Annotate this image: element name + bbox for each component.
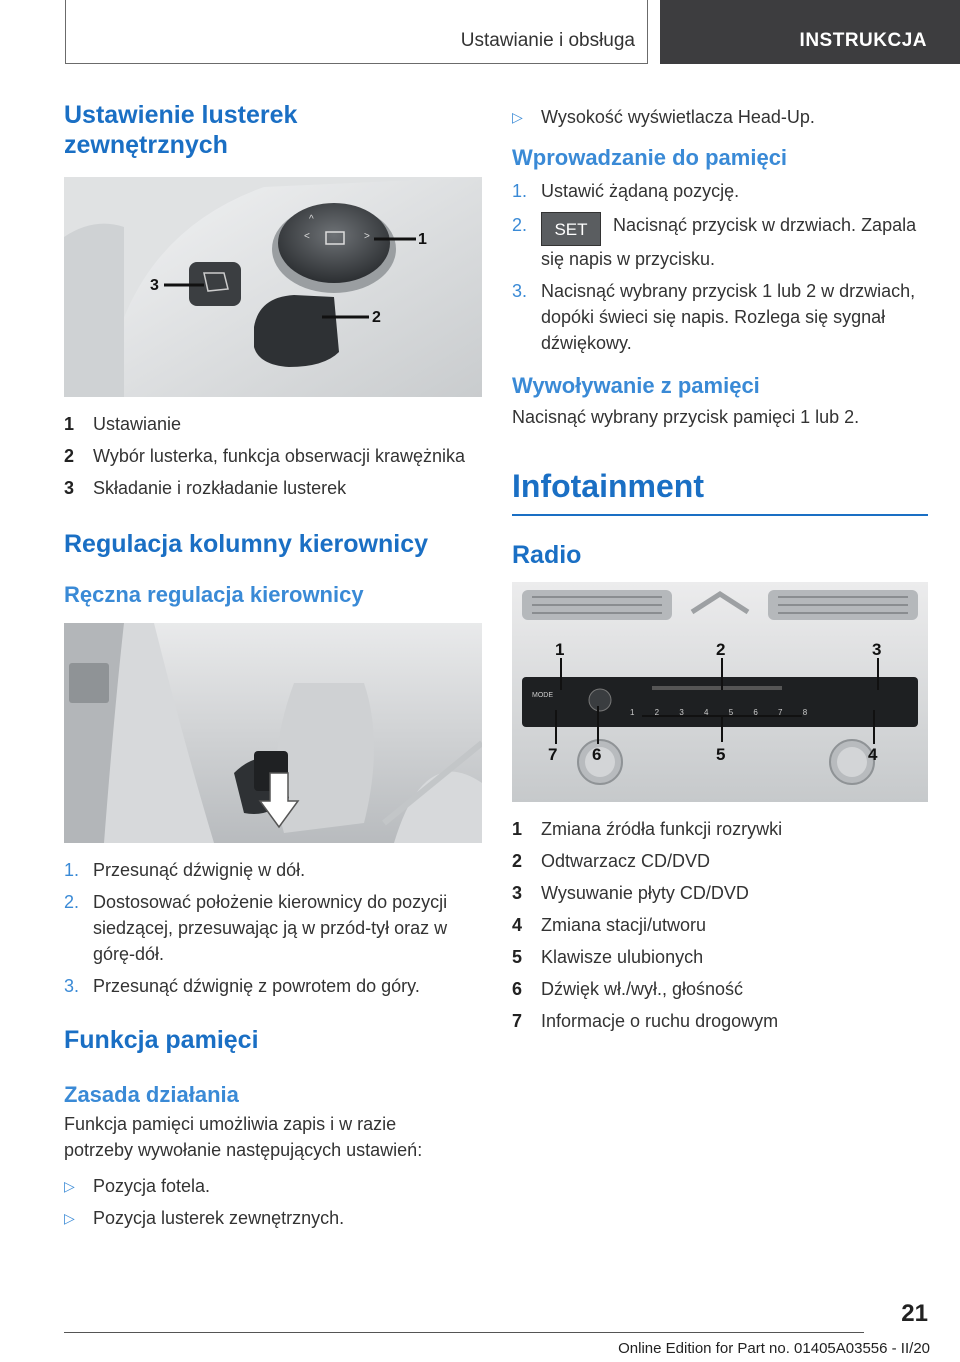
memory-bullets [64, 1173, 482, 1231]
header-tab [660, 0, 960, 64]
preset-keys-label: 1 2 3 4 5 6 7 8 [630, 708, 817, 717]
memory-store-steps [512, 178, 928, 356]
bullet-icon: ▷ [64, 1210, 75, 1226]
infotainment-rule [512, 514, 928, 516]
infotainment-heading: Infotainment [512, 468, 704, 504]
radio-legend [512, 816, 928, 1034]
steering-lever-figure [64, 623, 482, 843]
memory-principle-heading: Zasada działania [64, 1082, 239, 1107]
list-item: ▷ Pozycja fotela. [64, 1173, 482, 1199]
mirror-switch-figure [64, 177, 482, 397]
list-item: 2. Dostosować położenie kierownicy do pozycji siedzącej, przesuwając ją w przód-tył oraz w górę-dół. [64, 892, 448, 964]
bullet-icon: ▷ [512, 109, 523, 125]
callout-2: 2 [372, 309, 381, 326]
mirror-legend [64, 411, 482, 501]
callout-3: 3 [150, 277, 159, 294]
list-item: 3. Nacisnąć wybrany przycisk 1 lub 2 w drzwiach, dopóki świeci się napis. Rozlega się sygnał dźwiękowy. [512, 281, 916, 353]
header-tab-label: INSTRUKCJA [799, 30, 927, 51]
list-item: ▷ Pozycja lusterek zewnętrznych. [64, 1205, 482, 1231]
list-item: 1 Zmiana źródła funkcji rozrywki [512, 819, 783, 839]
mirrors-heading: Ustawienie lusterek zewnętrznych [64, 101, 298, 159]
memory-recall-heading: Wywoływanie z pamięci [512, 373, 760, 398]
radio-panel-figure [512, 582, 928, 802]
list-item: 2 Wybór lusterka, funkcja obserwacji krawężnika [64, 446, 465, 466]
memory-bullets-continued [512, 104, 928, 130]
set-button-icon: SET [541, 212, 601, 246]
list-item: ▷ Wysokość wyświetlacza Head-Up. [512, 104, 928, 130]
page-number: 21 [901, 1300, 928, 1327]
list-item: 5 Klawisze ulubionych [512, 947, 704, 967]
list-item: 3. Przesunąć dźwignię z powrotem do góry. [64, 976, 420, 996]
callout-7: 7 [548, 745, 558, 764]
list-item: 3 Składanie i rozkładanie lusterek [64, 478, 347, 498]
list-item: 2 Odtwarzacz CD/DVD [512, 851, 711, 871]
left-column [64, 100, 482, 1237]
memory-recall-text: Nacisnąć wybrany przycisk pamięci 1 lub 2. [512, 407, 860, 427]
radio-heading: Radio [512, 541, 582, 569]
list-item: 6 Dźwięk wł./wył., głośność [512, 979, 744, 999]
steering-steps [64, 857, 482, 999]
callout-1: 1 [418, 231, 427, 248]
svg-text:<: < [304, 231, 310, 242]
callout-4: 4 [868, 745, 878, 764]
memory-principle-text: Funkcja pamięci umożliwia zapis i w razie potrzeby wywołanie następujących ustawień: [64, 1114, 423, 1160]
mirror-switch-illustration [64, 177, 482, 397]
steering-heading: Regulacja kolumny kierownicy [64, 530, 429, 558]
mode-label: MODE [532, 692, 553, 699]
memory-store-heading: Wprowadzanie do pamięci [512, 145, 788, 170]
list-item: 1. Przesunąć dźwignię w dół. [64, 860, 306, 880]
callout-2: 2 [716, 640, 726, 659]
callout-3: 3 [872, 640, 882, 659]
footer-rule [64, 1332, 864, 1333]
list-item: 1 Ustawianie [64, 414, 182, 434]
steering-lever-illustration [64, 623, 482, 843]
list-item: 4 Zmiana stacji/utworu [512, 915, 707, 935]
header-section-title: Ustawianie i obsługa [460, 30, 635, 51]
list-item: 3 Wysuwanie płyty CD/DVD [512, 883, 749, 903]
list-item: 2. SET Nacisnąć przycisk w drzwiach. Zapala się napis w przycisku. [512, 212, 928, 272]
steering-subheading: Ręczna regulacja kierownicy [64, 582, 364, 607]
footer-edition: Online Edition for Part no. 01405A03556 - II/20 [618, 1340, 930, 1357]
callout-6: 6 [592, 745, 602, 764]
radio-panel-illustration [512, 582, 928, 802]
callout-1: 1 [555, 640, 565, 659]
bullet-icon: ▷ [64, 1178, 75, 1194]
svg-text:>: > [364, 231, 370, 242]
callout-5: 5 [716, 745, 726, 764]
list-item: 1. Ustawić żądaną pozycję. [512, 181, 740, 201]
svg-text:^: ^ [309, 214, 314, 225]
memory-heading: Funkcja pamięci [64, 1026, 259, 1054]
list-item: 7 Informacje o ruchu drogowym [512, 1011, 779, 1031]
right-column [512, 100, 928, 1040]
